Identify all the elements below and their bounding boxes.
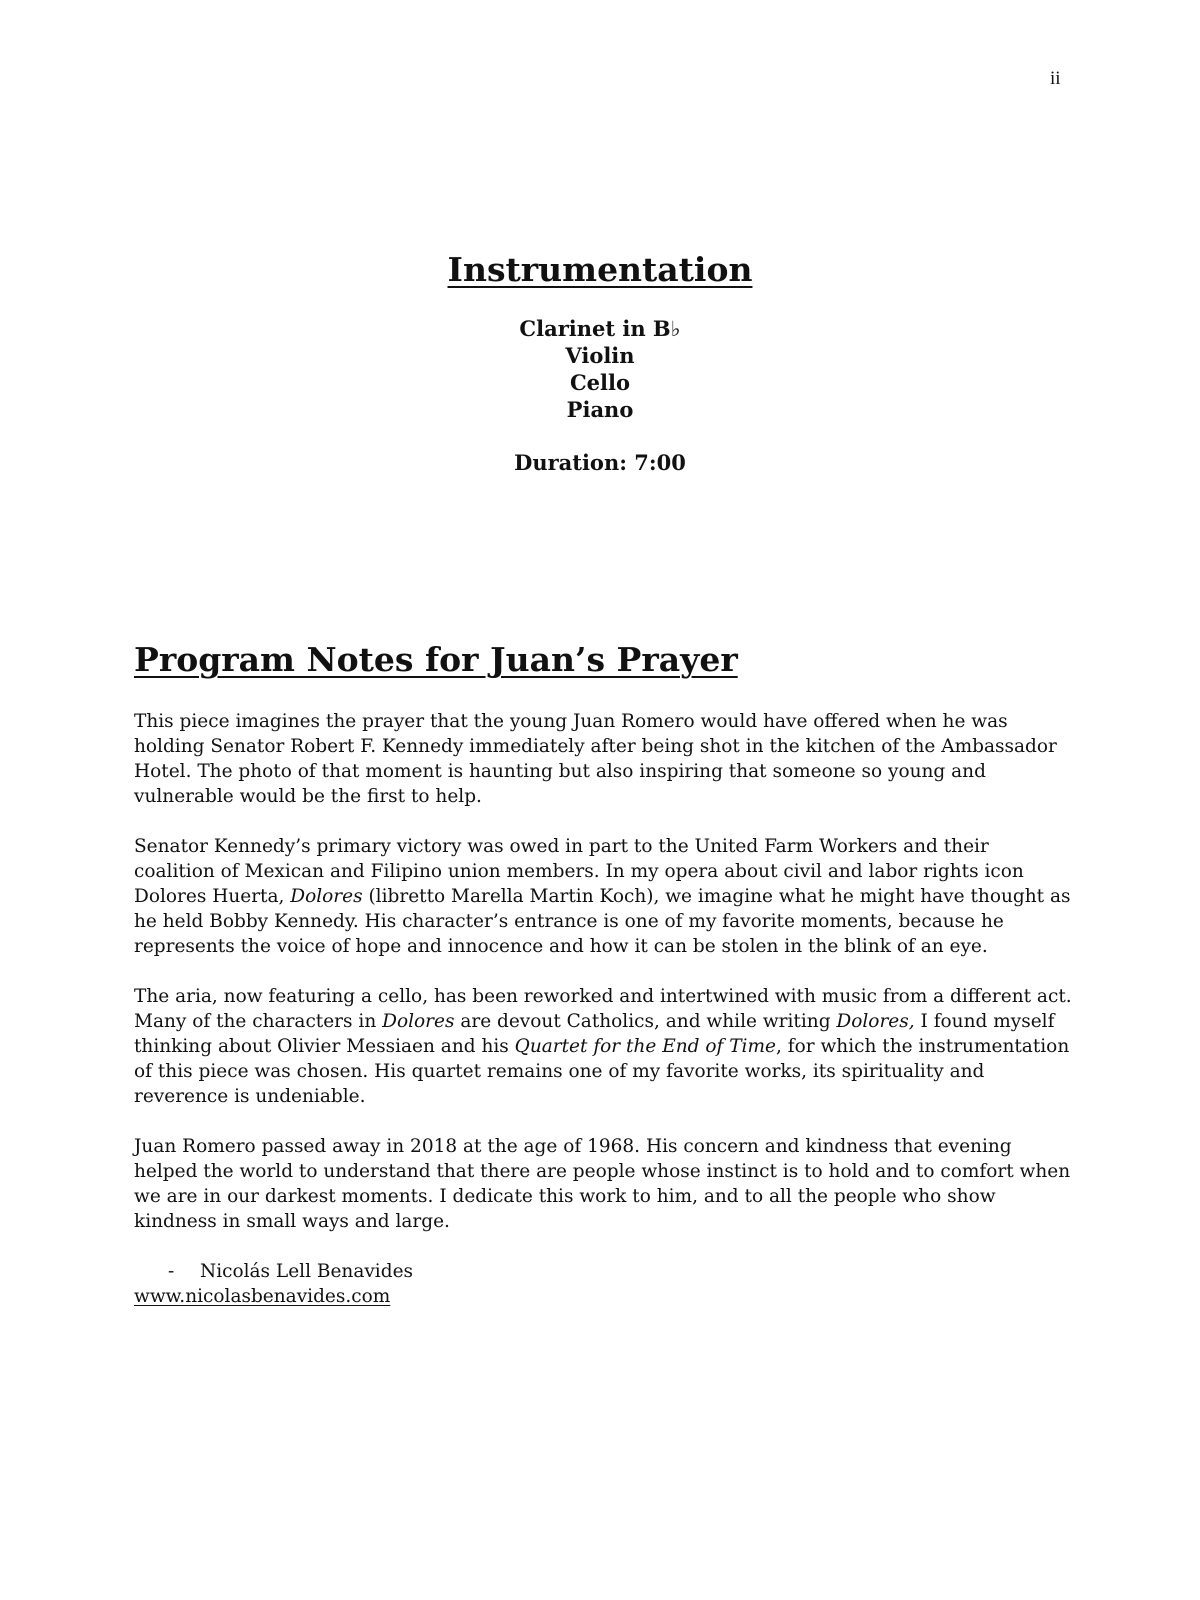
italic-title: Dolores [290, 886, 363, 907]
text-run: (libretto Marella Martin Koch), we imagine what he might have thought as he held Bobby Kennedy. His character’s entrance is one of my favorite moments, because he represents the voice of hope and innocence and how it can be stolen in the blink of an eye. [134, 886, 1071, 957]
program-notes-title: Program Notes for Juan’s Prayer [134, 640, 738, 679]
text-run: Senator Kennedy’s primary victory was owed in part to the United Farm Workers and their coalition of Mexican and Filipino union members. In my opera about civil and labor rights icon Dolores Huerta, [134, 836, 1024, 907]
italic-title: Dolores, [836, 1011, 915, 1032]
notes-paragraph-1: This piece imagines the prayer that the young Juan Romero would have offered when he was holding Senator Robert F. Kennedy immediately after being shot in the kitchen of the Ambassador Hotel. The photo of that moment is haunting but also inspiring that someone so young and vulnerable would be the first to help. [134, 711, 1057, 807]
text-run: are devout Catholics, and while writing [454, 1011, 837, 1032]
page-number: ii [1050, 68, 1061, 89]
instrumentation-section [0, 250, 1200, 475]
instrumentation-title: Instrumentation [447, 250, 753, 289]
instrument-clarinet: Clarinet in B♭ [519, 316, 681, 341]
notes-paragraph-2 [134, 834, 1074, 959]
italic-title: Quartet for the End of Time [514, 1036, 776, 1057]
instrument-piano: Piano [566, 397, 634, 422]
website-link[interactable]: www.nicolasbenavides.com [134, 1286, 391, 1307]
text-run: I found myself thinking about Olivier Messiaen and his [134, 1011, 1055, 1057]
instrument-list [0, 315, 1200, 423]
instrument-violin: Violin [565, 343, 635, 368]
notes-paragraph-4: Juan Romero passed away in 2018 at the age of 1968. His concern and kindness that evening helped the world to understand that there are people whose instinct is to hold and to comfort when we are in our darkest moments. I dedicate this work to him, and to all the people who show kindness in small ways and large. [134, 1136, 1071, 1232]
signature-dash: - [168, 1261, 175, 1282]
signature-name: Nicolás Lell Benavides [200, 1261, 414, 1282]
notes-paragraph-3 [134, 984, 1074, 1109]
duration: Duration: 7:00 [514, 450, 686, 475]
italic-title: Dolores [382, 1011, 455, 1032]
text-run: The aria, now featuring a cello, has been reworked and intertwined with music from a different act. Many of the characters in [134, 986, 1072, 1032]
program-notes-section [134, 640, 1074, 1309]
text-run: , for which the instrumentation of this piece was chosen. His quartet remains one of my favorite works, its spirituality and reverence is undeniable. [134, 1036, 1070, 1107]
signature [134, 1259, 1074, 1284]
instrument-cello: Cello [569, 370, 631, 395]
